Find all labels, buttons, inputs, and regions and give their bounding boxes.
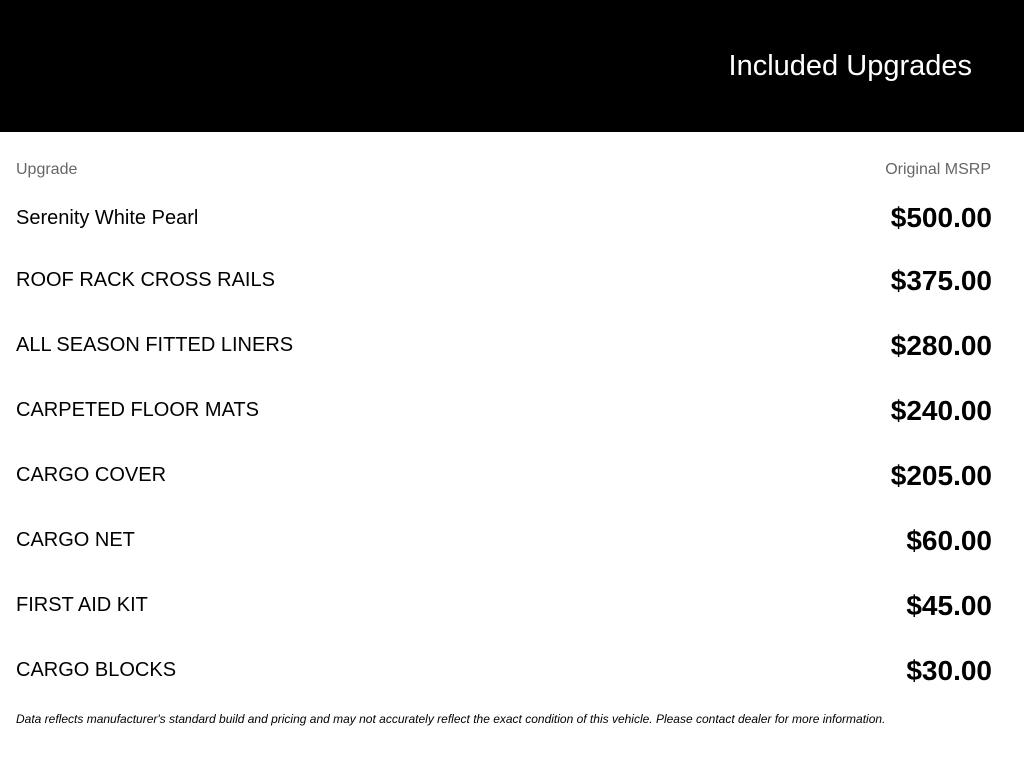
upgrade-name: CARGO COVER xyxy=(16,464,167,486)
upgrade-name: FIRST AID KIT xyxy=(16,594,148,616)
upgrade-price: $60.00 xyxy=(906,524,992,556)
upgrade-price: $205.00 xyxy=(890,459,992,491)
table-body xyxy=(16,188,992,703)
table-row xyxy=(16,638,992,703)
upgrade-price: $375.00 xyxy=(890,264,992,296)
table-row xyxy=(16,573,992,638)
upgrade-price: $30.00 xyxy=(906,654,992,686)
table-row xyxy=(16,188,992,248)
upgrade-name: Serenity White Pearl xyxy=(16,206,199,229)
upgrade-price: $45.00 xyxy=(906,589,992,621)
upgrade-name: CARPETED FLOOR MATS xyxy=(16,399,259,421)
upgrade-name: ALL SEASON FITTED LINERS xyxy=(16,334,294,356)
upgrade-price: $240.00 xyxy=(890,394,992,426)
disclaimer-text: Data reflects manufacturer's standard build and pricing and may not accurately reflect the exact condition of this vehicle. Please contact dealer for more information. xyxy=(16,712,886,726)
upgrades-table xyxy=(16,152,992,703)
upgrade-price: $500.00 xyxy=(890,202,992,233)
page-title: Included Upgrades xyxy=(728,50,972,82)
table-row xyxy=(16,443,992,508)
table-row xyxy=(16,378,992,443)
upgrade-name: CARGO NET xyxy=(16,529,135,551)
table-row xyxy=(16,508,992,573)
upgrade-name: ROOF RACK CROSS RAILS xyxy=(16,269,275,291)
table-header xyxy=(16,152,992,188)
header-bar xyxy=(0,0,1024,132)
table-row xyxy=(16,313,992,378)
table-row xyxy=(16,248,992,313)
upgrade-price: $280.00 xyxy=(890,329,992,361)
upgrade-name: CARGO BLOCKS xyxy=(16,659,177,681)
column-header-msrp: Original MSRP xyxy=(885,161,991,178)
column-header-upgrade: Upgrade xyxy=(16,161,78,178)
